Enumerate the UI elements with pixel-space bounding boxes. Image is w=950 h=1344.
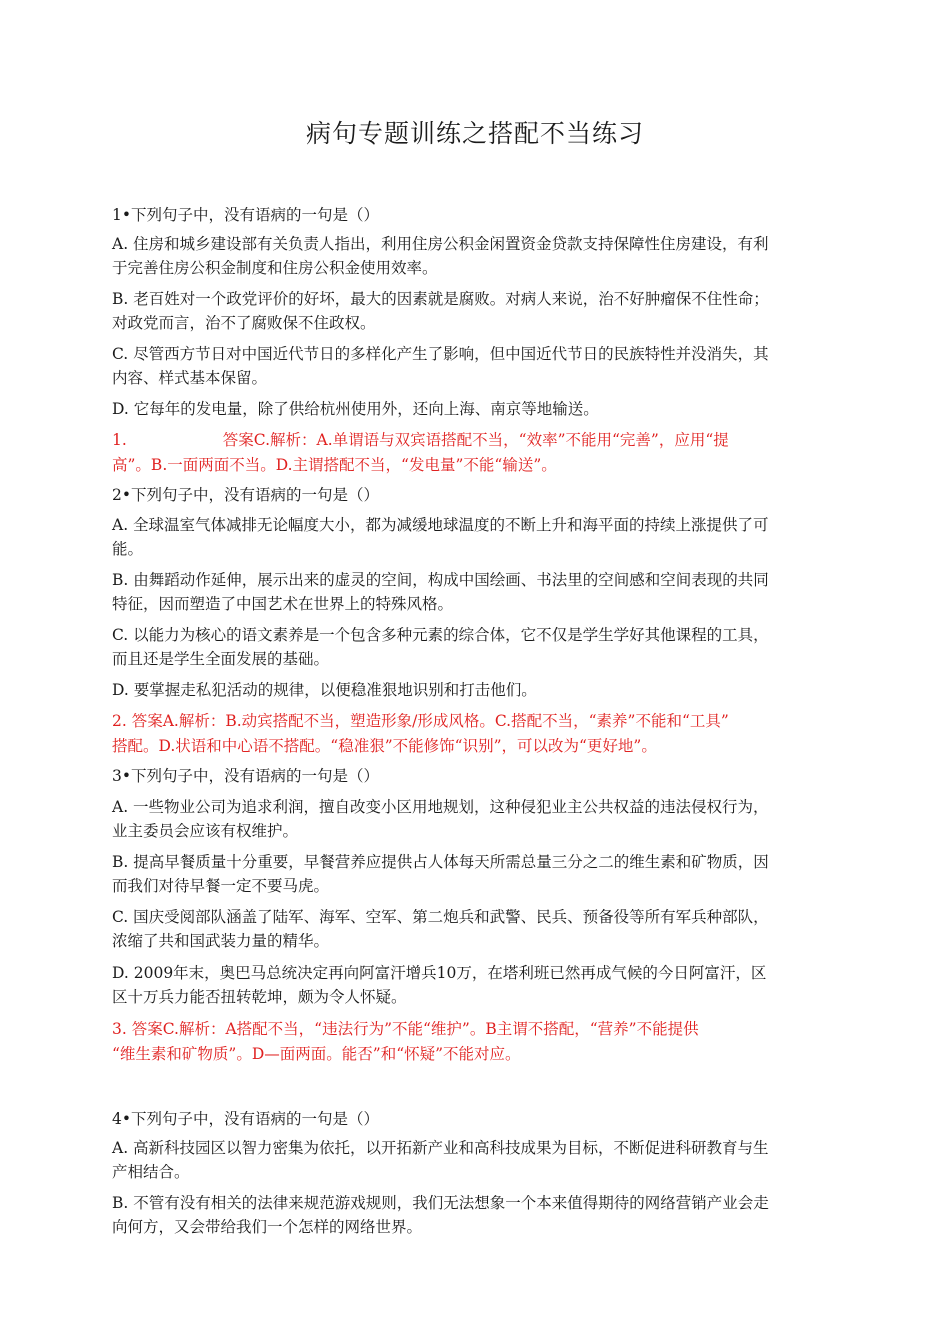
question-4-stem: 4•下列句子中，没有语病的一句是（） <box>112 1110 380 1128</box>
answer-number: 1. <box>112 431 127 449</box>
question-3-answer-line-1: 3. 答案C.解析：A搭配不当，“违法行为”不能“维护”。B主谓不搭配，“营养”不能提供 <box>112 1020 699 1038</box>
question-3-option-d-line-2: 区十万兵力能否扭转乾坤，颇为令人怀疑。 <box>112 988 407 1006</box>
question-4-option-b-line-1: B. 不管有没有相关的法律来规范游戏规则，我们无法想象一个本来值得期待的网络营销产业会走 <box>112 1194 769 1212</box>
question-3-option-a-line-1: A. 一些物业公司为追求利润，擅自改变小区用地规划，这种侵犯业主公共权益的违法侵权行为， <box>112 798 769 816</box>
question-1-option-d: D. 它每年的发电量，除了供给杭州使用外，还向上海、南京等地输送。 <box>112 400 599 418</box>
question-3-option-b-line-2: 而我们对待早餐一定不要马虎。 <box>112 877 330 895</box>
question-1-option-b-line-2: 对政党而言，治不了腐败保不住政权。 <box>112 314 376 332</box>
question-1-option-c-line-2: 内容、样式基本保留。 <box>112 369 268 387</box>
question-2-option-c-line-1: C. 以能力为核心的语文素养是一个包含多种元素的综合体，它不仅是学生学好其他课程的工具， <box>112 626 769 644</box>
question-2-option-b-line-1: B. 由舞蹈动作延伸，展示出来的虚灵的空间，构成中国绘画、书法里的空间感和空间表现的共同 <box>112 571 769 589</box>
question-2-answer-line-2: 搭配。D.状语和中心语不搭配。“稳准狠”不能修饰“识别”，可以改为“更好地”。 <box>112 737 657 755</box>
page-title: 病句专题训练之搭配不当练习 <box>305 119 644 148</box>
question-2-stem: 2•下列句子中，没有语病的一句是（） <box>112 486 380 504</box>
question-2-option-c-line-2: 而且还是学生全面发展的基础。 <box>112 650 330 668</box>
question-3-option-d-line-1: D. 2009年末，奥巴马总统决定再向阿富汗增兵10万，在塔利班已然再成气候的今日阿富汗，区 <box>112 964 767 982</box>
question-1-option-a-line-2: 于完善住房公积金制度和住房公积金使用效率。 <box>112 259 438 277</box>
question-3-option-a-line-2: 业主委员会应该有权维护。 <box>112 822 299 840</box>
question-1-option-c-line-1: C. 尽管西方节日对中国近代节日的多样化产生了影响，但中国近代节日的民族特性并没消失，其 <box>112 345 769 363</box>
question-4-option-b-line-2: 向何方，又会带给我们一个怎样的网络世界。 <box>112 1218 423 1236</box>
question-2-answer-line-1: 2. 答案A.解析：B.动宾搭配不当，塑造形象/形成风格。C.搭配不当，“素养”不能和“工具” <box>112 712 729 730</box>
question-3-option-b-line-1: B. 提高早餐质量十分重要，早餐营养应提供占人体每天所需总量三分之二的维生素和矿物质，因 <box>112 853 769 871</box>
question-2-option-a-line-1: A. 全球温室气体减排无论幅度大小，都为减缓地球温度的不断上升和海平面的持续上涨提供了可 <box>112 516 769 534</box>
question-1-stem: 1•下列句子中，没有语病的一句是（） <box>112 206 380 224</box>
question-3-option-c-line-2: 浓缩了共和国武装力量的精华。 <box>112 932 330 950</box>
question-3-option-c-line-1: C. 国庆受阅部队涵盖了陆军、海军、空军、第二炮兵和武警、民兵、预备役等所有军兵种部队， <box>112 908 769 926</box>
question-1-option-b-line-1: B. 老百姓对一个政党评价的好坏，最大的因素就是腐败。对病人来说，治不好肿瘤保不住性命； <box>112 290 769 308</box>
question-3-stem: 3•下列句子中，没有语病的一句是（） <box>112 767 380 785</box>
question-2-option-d: D. 要掌握走私犯活动的规律，以便稳准狠地识别和打击他们。 <box>112 681 537 699</box>
question-1-option-a-line-1: A. 住房和城乡建设部有关负责人指出，利用住房公积金闲置资金贷款支持保障性住房建设，有利 <box>112 235 769 253</box>
question-3-answer-line-2: “维生素和矿物质”。D—面两面。能否”和“怀疑”不能对应。 <box>112 1045 521 1063</box>
question-4-option-a-line-2: 产相结合。 <box>112 1163 190 1181</box>
question-4-option-a-line-1: A. 高新科技园区以智力密集为依托，以开拓新产业和高科技成果为目标，不断促进科研教育与生 <box>112 1139 769 1157</box>
question-1-answer-line-1 <box>112 429 842 451</box>
question-2-option-a-line-2: 能。 <box>112 540 144 558</box>
answer-text: 答案C.解析：A.单谓语与双宾语搭配不当，“效率”不能用“完善”，应用“提 <box>222 431 729 449</box>
question-2-option-b-line-2: 特征，因而塑造了中国艺术在世界上的特殊风格。 <box>112 595 454 613</box>
question-1-answer-line-2: 高”。B.一面两面不当。D.主谓搭配不当，“发电量”不能“输送”。 <box>112 456 557 474</box>
